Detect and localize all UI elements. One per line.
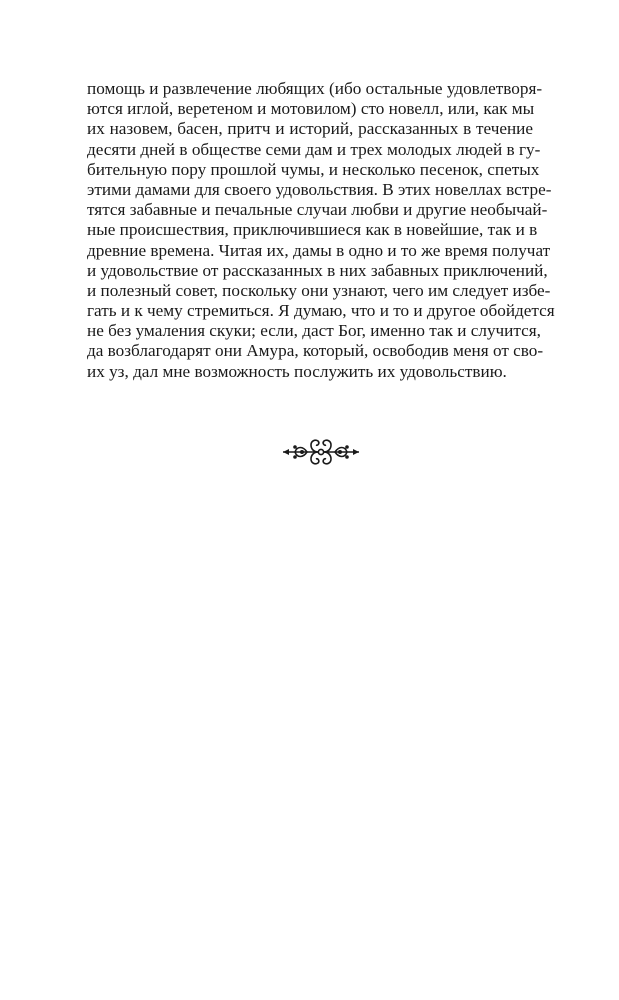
text-line: и полезный совет, поскольку они узнают, чего им следует избе-	[87, 280, 551, 300]
text-line: и удовольствие от рассказанных в них забавных приключений,	[87, 260, 548, 280]
text-line: этими дамами для своего удовольствия. В этих новеллах встре-	[87, 179, 552, 199]
text-line: бительную пору прошлой чумы, и несколько песенок, спетых	[87, 159, 540, 179]
text-line: ются иглой, веретеном и мотовилом) сто новелл, или, как мы	[87, 99, 535, 119]
body-text	[87, 79, 555, 382]
text-line: да возблагодарят они Амура, который, освободив меня от сво-	[87, 341, 544, 361]
text-line: помощь и развлечение любящих (ибо остальные удовлетворя-	[87, 79, 543, 98]
text-line: тятся забавные и печальные случаи любви и другие необычай-	[87, 200, 548, 220]
text-line: древние времена. Читая их, дамы в одно и то же время получат	[87, 240, 551, 260]
text-line: их уз, дал мне возможность послужить их удовольствию.	[87, 361, 507, 381]
text-line: гать и к чему стремиться. Я думаю, что и то и другое обойдется	[87, 301, 555, 321]
scroll-flourish-ornament-icon	[281, 436, 361, 468]
text-line: их назовем, басен, притч и историй, рассказанных в течение	[87, 119, 533, 139]
text-line: десяти дней в обществе семи дам и трех молодых людей в гу-	[87, 139, 541, 159]
text-line: ные происшествия, приключившиеся как в новейшие, так и в	[87, 220, 538, 240]
text-line: не без умаления скуки; если, даст Бог, именно так и случится,	[87, 321, 541, 341]
